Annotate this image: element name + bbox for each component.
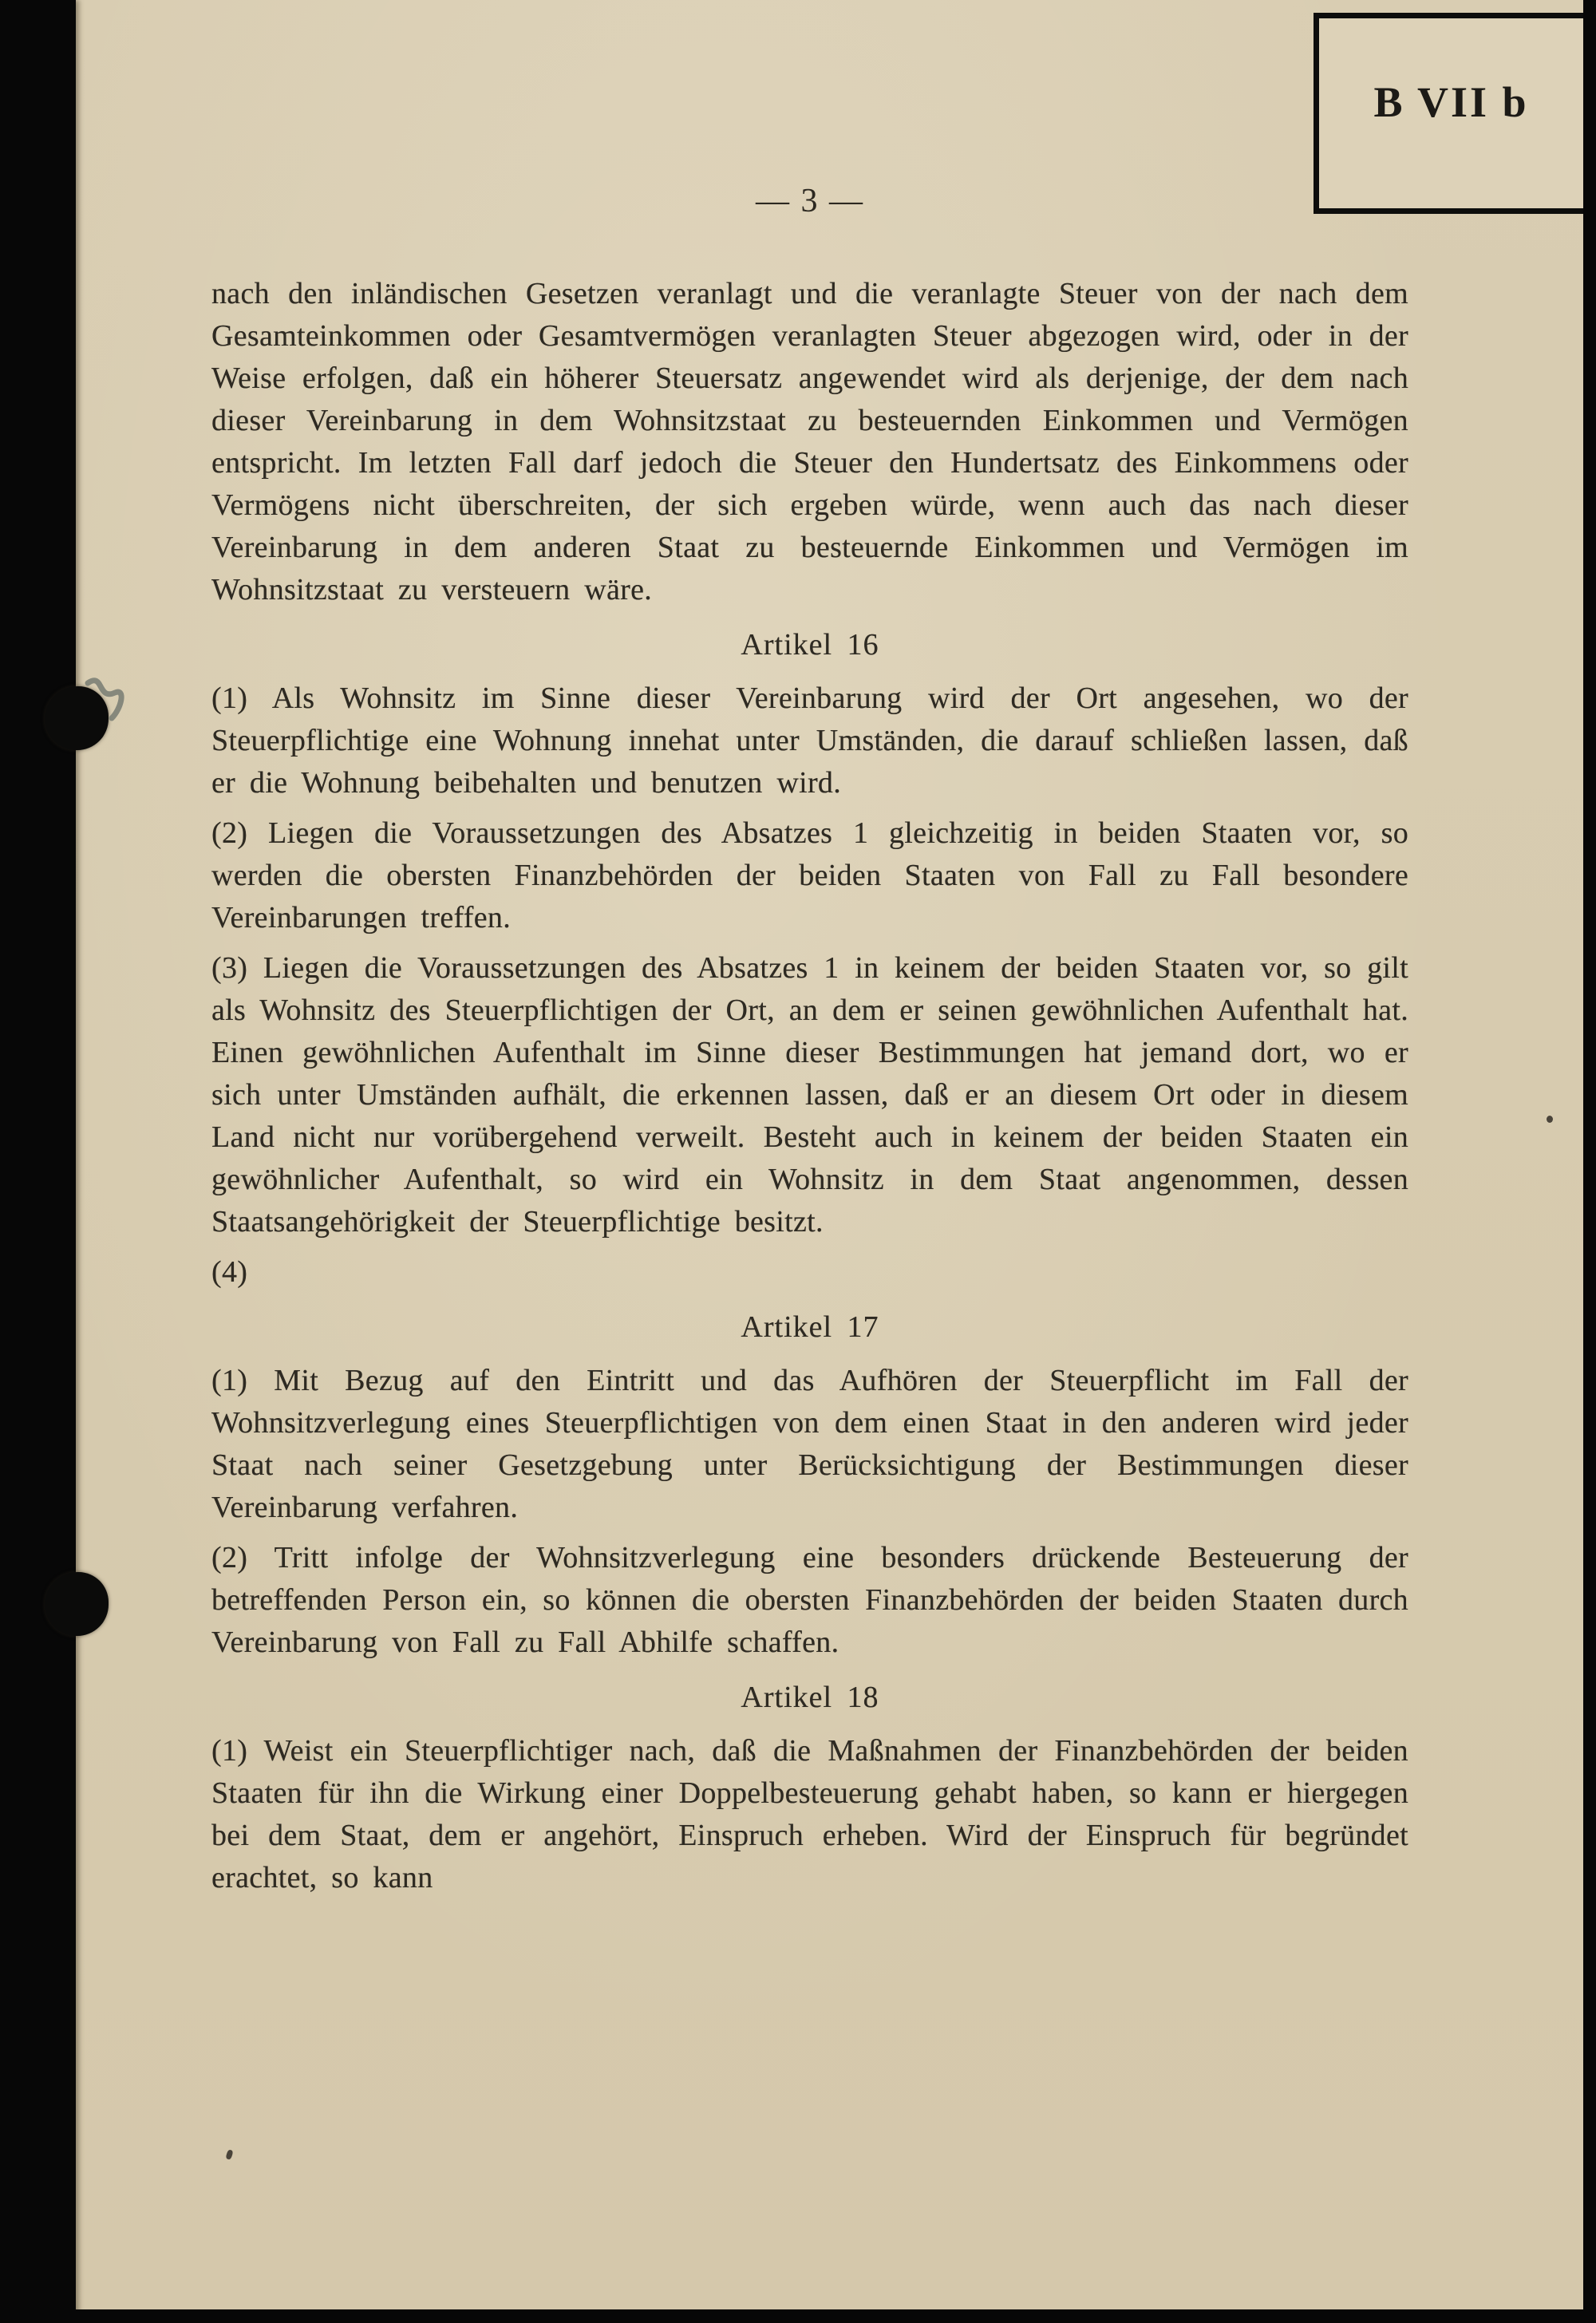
- pen-mark: [77, 669, 148, 741]
- hole-punch-bottom: [45, 1572, 109, 1636]
- article-heading-17: Artikel 17: [741, 1310, 879, 1344]
- ink-speck: [225, 2149, 233, 2160]
- paragraph-art17-2: (2) Tritt infolge der Wohnsitzverlegung eine besonders drückende Besteuerung der betreffenden Person ein, so können die obersten Finanzbehörden der beiden Staaten durch Vereinbarung von Fall zu Fall Abhilfe schaffen.: [211, 1541, 1408, 1659]
- ink-speck: [1547, 1116, 1553, 1123]
- paragraph-art16-4: (4): [211, 1255, 248, 1289]
- article-heading-18: Artikel 18: [741, 1681, 879, 1714]
- scan-edge-bottom: [0, 2309, 1596, 2323]
- paragraph-art16-3: (3) Liegen die Voraussetzungen des Absatzes 1 in keinem der beiden Staaten vor, so gilt als Wohnsitz des Steuerpflichtigen der Ort, an dem er seinen gewöhnlichen Aufenthalt hat. Einen gewöhnlichen Aufenthalt im Sinne dieser Bestimmungen hat jemand dort, wo er sich unter Umständen aufhält, die erkennen lassen, daß er an diesem Ort oder in diesem Land nicht nur vorübergehend verweilt. Besteht auch in keinem der beiden Staaten ein gewöhnlicher Aufenthalt, so wird ein Wohnsitz in dem Staat angenommen, dessen Staatsangehörigkeit der Steuerpflichtige besitzt.: [211, 951, 1408, 1239]
- classification-label: B VII b: [1373, 78, 1529, 126]
- paragraph-art16-1: (1) Als Wohnsitz im Sinne dieser Vereinbarung wird der Ort angesehen, wo der Steuerpflichtige eine Wohnung innehat unter Umständen, die darauf schließen lassen, daß er die Wohnung beibehalten und benutzen wird.: [211, 681, 1408, 800]
- paragraph-art18-1: (1) Weist ein Steuerpflichtiger nach, daß die Maßnahmen der Finanzbehörden der beiden Staaten für ihn die Wirkung einer Doppelbesteuerung gehabt haben, so kann er hiergegen bei dem Staat, dem er angehört, Einspruch erheben. Wird der Einspruch für begründet erachtet, so kann: [211, 1734, 1408, 1894]
- page-number: — 3 —: [756, 183, 864, 219]
- paragraph-continuation: nach den inländischen Gesetzen veranlagt und die veranlagte Steuer von der nach dem Gesamteinkommen oder Gesamtvermögen veranlagten Steuer abgezogen wird, oder in der Weise erfolgen, daß ein höherer Steuersatz angewendet wird als derjenige, der dem nach dieser Vereinbarung in dem Wohnsitzstaat zu besteuernden Einkommen und Vermögen entspricht. Im letzten Fall darf jedoch die Steuer den Hundertsatz des Einkommens oder Vermögens nicht überschreiten, der sich ergeben würde, wenn auch das nach dieser Vereinbarung in dem anderen Staat zu besteuernde Einkommen und Vermögen im Wohnsitzstaat zu versteuern wäre.: [211, 277, 1408, 606]
- article-heading-16: Artikel 16: [741, 628, 879, 662]
- paragraph-art16-2: (2) Liegen die Voraussetzungen des Absatzes 1 gleichzeitig in beiden Staaten vor, so werden die obersten Finanzbehörden der beiden Staaten von Fall zu Fall besondere Vereinbarungen treffen.: [211, 816, 1408, 934]
- document-body: [211, 273, 1408, 1907]
- scan-edge-left: [0, 0, 76, 2323]
- scan-edge-right: [1583, 0, 1596, 2323]
- paragraph-art17-1: (1) Mit Bezug auf den Eintritt und das Aufhören der Steuerpflicht im Fall der Wohnsitzverlegung eines Steuerpflichtigen von dem einen Staat in den anderen wird jeder Staat nach seiner Gesetzgebung unter Berücksichtigung der Bestimmungen dieser Vereinbarung verfahren.: [211, 1364, 1408, 1524]
